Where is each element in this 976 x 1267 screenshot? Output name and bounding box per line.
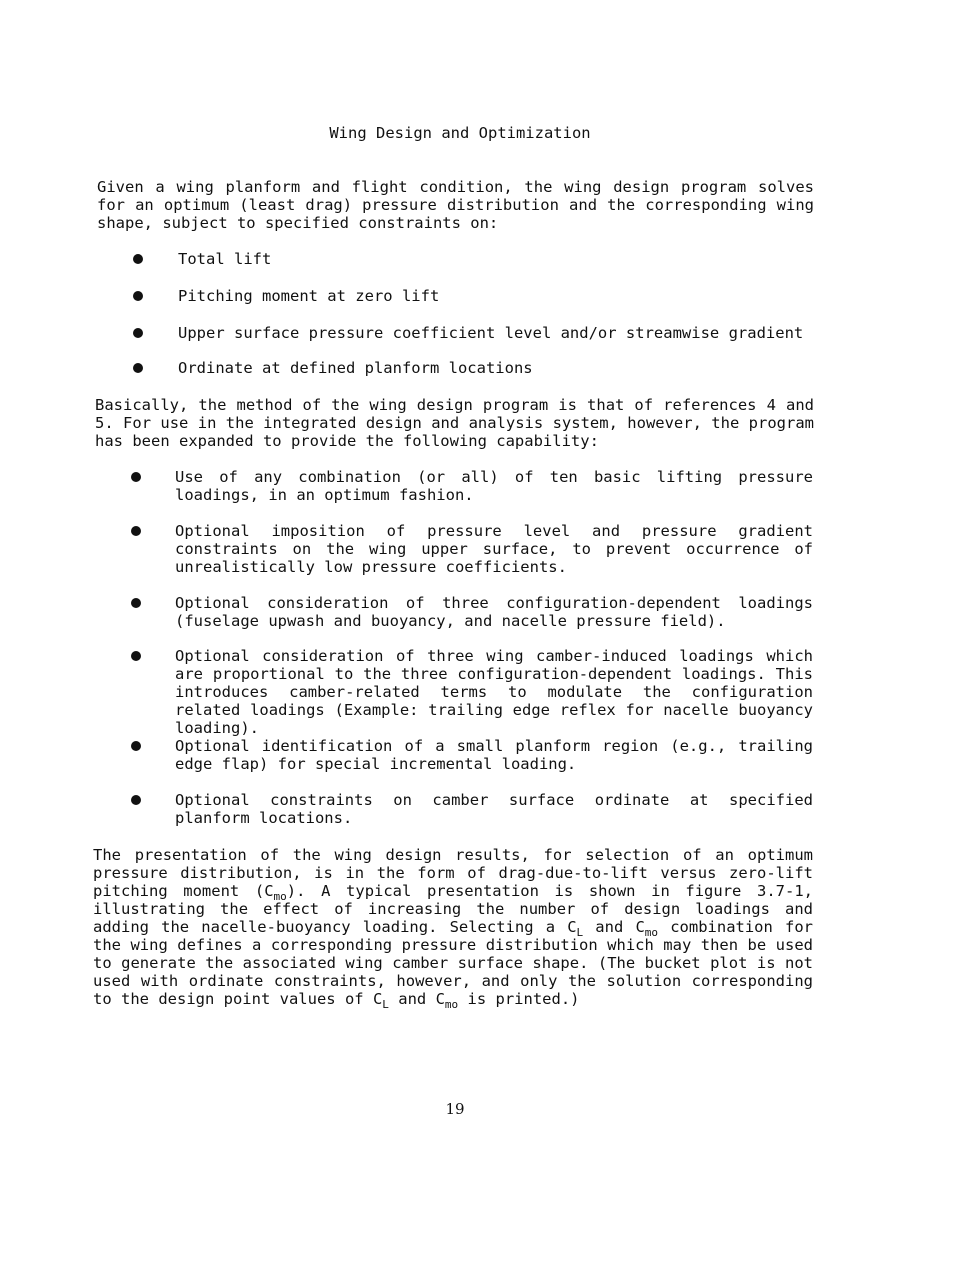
results-text: is printed.) (458, 990, 580, 1008)
page-title: Wing Design and Optimization (329, 124, 591, 142)
results-text: and C (583, 918, 645, 936)
bullet-icon (133, 291, 143, 301)
method-paragraph: Basically, the method of the wing design program is that of references 4 and 5. For use in the integrated design and analysis system, however, the program has been expanded to provide the following capability: (95, 396, 814, 450)
bullet-icon (131, 472, 141, 482)
bullet-icon (131, 795, 141, 805)
list-item-text: Total lift (178, 250, 272, 268)
subscript: L (382, 998, 389, 1011)
bullet-icon (131, 598, 141, 608)
results-text: ). A typical presentation is shown in figure 3.7-1, illustrating the effect of increasing the number of design loadings and adding the nacelle-buoyancy loading. Selecting a C (93, 882, 813, 936)
results-text: and C (388, 990, 445, 1008)
bullet-icon (131, 651, 141, 661)
list-item-text: Pitching moment at zero lift (178, 287, 440, 305)
bullet-icon (131, 526, 141, 536)
page-number: 19 (445, 1100, 465, 1118)
list-item-text: Optional identification of a small planform region (e.g., trailing edge flap) for special incremental loading. (175, 737, 813, 773)
bullet-icon (133, 328, 143, 338)
bullet-icon (133, 363, 143, 373)
results-text: combination for the wing defines a corresponding pressure distribution which may then be used to generate the associated wing camber surface shape. (The bucket plot is not used with ordinate constraints, however, and only the solution corresponding to the design point values of C (93, 918, 813, 1008)
bullet-icon (133, 254, 143, 264)
results-paragraph (93, 846, 813, 1011)
list-item-text: Optional imposition of pressure level and pressure gradient constraints on the wing upper surface, to prevent occurrence of unrealistically low pressure coefficients. (175, 522, 813, 576)
list-item-text: Optional constraints on camber surface ordinate at specified planform locations. (175, 791, 813, 827)
list-item-text: Optional consideration of three configuration-dependent loadings (fuselage upwash and buoyancy, and nacelle pressure field). (175, 594, 813, 630)
results-text: The presentation of the wing design results, for selection of an optimum pressure distribution, is in the form of drag-due-to-lift versus zero-lift pitching moment (C (93, 846, 813, 900)
subscript: mo (444, 998, 459, 1011)
subscript: mo (273, 890, 287, 903)
list-item-text: Upper surface pressure coefficient level and/or streamwise gradient (178, 324, 804, 342)
subscript: mo (644, 926, 659, 939)
intro-paragraph: Given a wing planform and flight condition, the wing design program solves for an optimum (least drag) pressure distribution and the corresponding wing shape, subject to specified constraints on: (97, 178, 814, 232)
list-item-text: Use of any combination (or all) of ten basic lifting pressure loadings, in an optimum fashion. (175, 468, 813, 504)
bullet-icon (131, 741, 141, 751)
list-item-text: Optional consideration of three wing camber-induced loadings which are proportional to the three configuration-dependent loadings. This introduces camber-related terms to modulate the configuration related loadings (Example: trailing edge reflex for nacelle buoyancy loading). (175, 647, 813, 737)
list-item-text: Ordinate at defined planform locations (178, 359, 533, 377)
subscript: L (576, 926, 584, 939)
